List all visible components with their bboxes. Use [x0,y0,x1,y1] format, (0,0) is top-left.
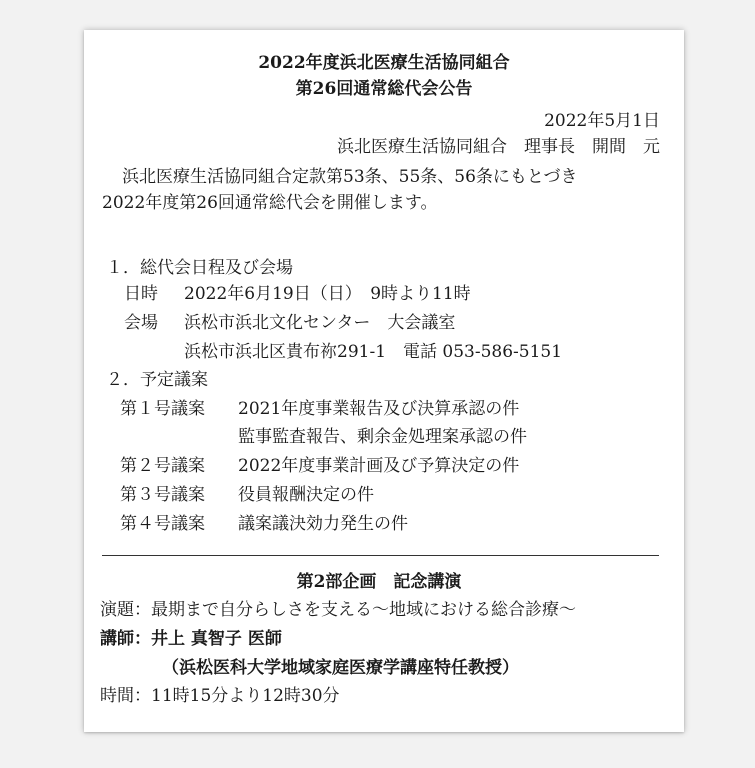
agenda-item-2-title: 2022年度事業計画及び予算決定の件 [238,456,520,476]
agenda-item-3-title: 役員報酬決定の件 [238,485,374,505]
agenda-item-1-number: 第１号議案 [120,399,205,419]
agenda-item-4-number: 第４号議案 [120,514,205,534]
section-divider [102,555,659,556]
lecture-heading: 第2部企画 記念講演 [296,572,462,592]
schedule-label: 日時 [124,284,158,304]
schedule-value: 2022年6月19日（日） 9時より11時 [184,284,471,304]
venue-label: 会場 [124,313,158,333]
section1-heading: １．総代会日程及び会場 [106,258,293,278]
notice-title-line2: 第26回通常総代会公告 [295,79,473,99]
lecture-time: 時間：11時15分より12時30分 [100,686,340,706]
agenda-item-2-number: 第２号議案 [120,456,205,476]
lecture-affiliation: （浜松医科大学地域家庭医療学講座特任教授） [162,658,519,678]
agenda-item-3-number: 第３号議案 [120,485,205,505]
notice-body-line2: 2022年度第26回通常総代会を開催します。 [102,193,438,213]
venue-address: 浜松市浜北区貴布祢291-1 電話 053-586-5151 [184,342,563,362]
notice-date: 2022年5月1日 [544,111,660,131]
notice-title-line1: 2022年度浜北医療生活協同組合 [258,53,510,73]
lecture-speaker: 講師：井上 真智子 医師 [100,629,282,649]
notice-document [84,30,684,732]
agenda-item-1-title-cont: 監事監査報告、剰余金処理案承認の件 [238,427,527,447]
agenda-item-4-title: 議案議決効力発生の件 [238,514,408,534]
notice-issuer: 浜北医療生活協同組合 理事長 開間 元 [337,137,660,157]
agenda-item-1-title: 2021年度事業報告及び決算承認の件 [238,399,520,419]
venue-value: 浜松市浜北文化センター 大会議室 [184,313,456,333]
section2-heading: ２．予定議案 [106,370,208,390]
lecture-topic: 演題：最期まで自分らしさを支える～地域における総合診療～ [100,600,576,620]
notice-body-line1: 浜北医療生活協同組合定款第53条、55条、56条にもとづき [122,167,578,187]
